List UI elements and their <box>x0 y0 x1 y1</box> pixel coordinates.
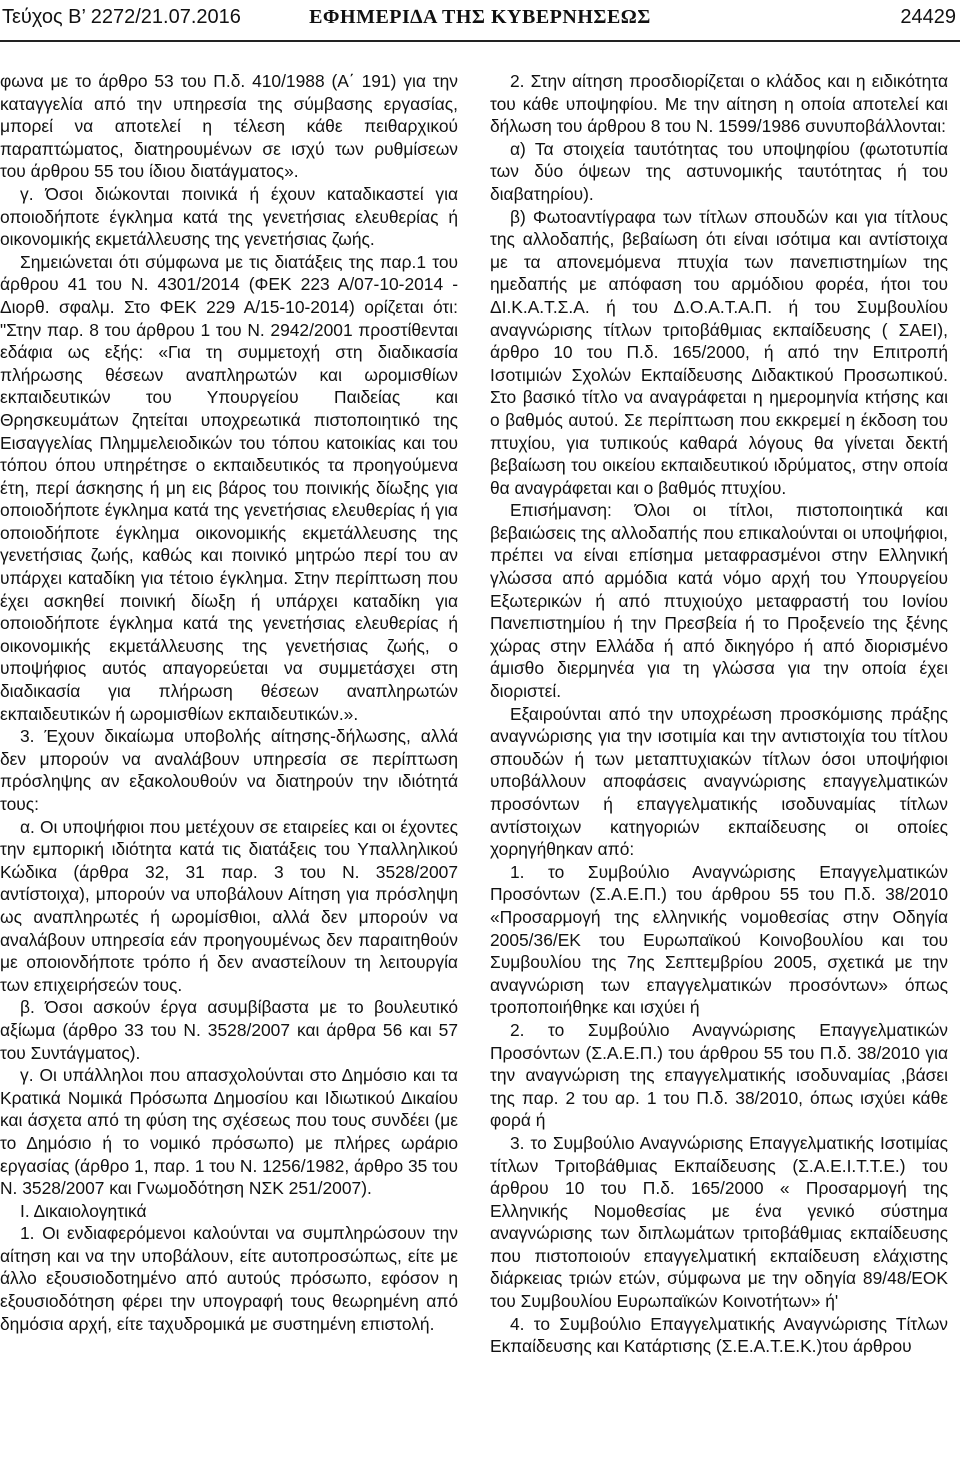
paragraph: 2. το Συμβούλιο Αναγνώρισης Επαγγελματικών Προσόντων (Σ.Α.Ε.Π.) του άρθρου 55 του Π.δ. 38/2010 για την αναγνώριση της επαγγελματικής ισοδυναμίας ,βάσει της παρ. 2 του αρ. 1 του Π.δ. 38/2010, όπως ισχύει κάθε φορά ή <box>490 1019 948 1131</box>
paragraph: 2. Στην αίτηση προσδιορίζεται ο κλάδος και η ειδικότητα του κάθε υποψηφίου. Με την αίτηση η οποία αποτελεί και δήλωση του άρθρου 8 του Ν. 1599/1986 συνυποβάλλονται: <box>490 71 948 137</box>
paragraph: 1. Οι ενδιαφερόμενοι καλούνται να συμπληρώσουν την αίτηση και να την υποβάλουν, είτε αυτοπροσώπως, είτε με άλλο εξουσιοδοτημένο από αυτούς πρόσωπο, εφόσον η εξουσιοδότηση φέρει την υπογραφή τους θεωρημένη από δημόσια αρχή, είτε ταχυδρομικά με συστημένη επιστολή. <box>0 1223 458 1334</box>
paragraph: 3. Έχουν δικαίωμα υποβολής αίτησης-δήλωσης, αλλά δεν μπορούν να αναλάβουν υπηρεσία σε περίπτωση πρόσληψης αν εξακολουθούν να διατηρούν την ιδιότητά τους: <box>0 726 458 814</box>
paragraph: β) Φωτοαντίγραφα των τίτλων σπουδών και για τίτλους της αλλοδαπής, βεβαίωση ότι είναι ισότιμα και αντίστοιχα με τα απονεμόμενα πτυχία των πανεπιστημίων της ημεδαπής με απόφαση του αρμόδιου φορέα, ήτοι του ΔΙ.Κ.Α.Τ.Σ.Α. ή του Δ.Ο.Α.Τ.Α.Π. ή του Συμβουλίου αναγνώρισης τίτλων τριτοβάθμιας εκπαίδευσης ( ΣΑΕΙ), άρθρο 10 του Π.δ. 165/2000, ή από την Επιτροπή Ισοτιμιών Σχολών Εκπαίδευσης Διδακτικού Προσωπικού. Στο βασικό τίτλο να αναγράφεται η ημερομηνία κτήσης και ο βαθμός αυτού. Σε περίπτωση που εκκρεμεί η έκδοση του πτυχίου, για τυπικούς καθαρά λόγους θα γίνεται δεκτή βεβαίωση του οικείου εκπαιδευτικού ιδρύματος, στην οποία θα αναγράφεται και ο βαθμός πτυχίου. <box>490 206 948 498</box>
paragraph: Εξαιρούνται από την υποχρέωση προσκόμισης πράξης αναγνώρισης για την ισοτιμία και την αντιστοιχία του τίτλου σπουδών ή των μεταπτυχιακών τίτλων όσοι υποψήφιοι υποβάλλουν αποφάσεις αναγνώρισης επαγγελματικών προσόντων ή επαγγελματικής ισοδυναμίας τίτλων αντίστοιχων κατηγοριών εκπαίδευσης οι οποίες χορηγήθηκαν από: <box>490 703 948 860</box>
paragraph: γ. Όσοι διώκονται ποινικά ή έχουν καταδικαστεί για οποιοδήποτε έγκλημα κατά της γενετήσιας ελευθερίας ή οικονομικής εκμετάλλευσης της γενετήσιας ζωής. <box>0 183 458 250</box>
left-column <box>0 70 458 1335</box>
paragraph: 3. το Συμβούλιο Αναγνώρισης Επαγγελματικής Ισοτιμίας τίτλων Τριτοβάθμιας Εκπαίδευσης (Σ.Α.Ε.Ι.Τ.Τ.Ε.) του άρθρου 10 του Π.δ. 165/2000 « Προσαρμογή της Ελληνικής Νομοθεσίας με ένα γενικό σύστημα αναγνώρισης των διπλωμάτων τριτοβάθμιας εκπαίδευσης που πιστοποιούν επαγγελματική εκπαίδευση ελάχιστης διάρκειας τριών ετών, σύμφωνα με την οδηγία 89/48/ΕΟΚ του Συμβουλίου Ευρωπαϊκών Κοινοτήτων» ή' <box>490 1132 948 1312</box>
paragraph: 1. το Συμβούλιο Αναγνώρισης Επαγγελματικών Προσόντων (Σ.Α.Ε.Π.) του άρθρου 55 του Π.δ. 38/2010 «Προσαρμογή της ελληνικής νομοθεσίας στην Οδηγία 2005/36/ΕΚ του Ευρωπαϊκού Κοινοβουλίου και του Συμβουλίου της 7ης Σεπτεμβρίου 2005, σχετικά με την αναγνώριση των επαγγελματικών προσόντων» όπως τροποποιήθηκε και ισχύει ή <box>490 861 948 1018</box>
issue-label: Τεύχος Β’ 2272/21.07.2016 <box>2 6 241 28</box>
page-header <box>0 0 960 40</box>
paragraph: Επισήμανση: Όλοι οι τίτλοι, πιστοποιητικά και βεβαιώσεις της αλλοδαπής που επικαλούνται οι υποψήφιοι, πρέπει να είναι επίσημα μεταφρασμένοι στην Ελληνική γλώσσα από αρμόδια κατά νόμο αρχή του Υπουργείου Εξωτερικών ή από πτυχιούχο μεταφραστή του Ιονίου Πανεπιστημίου ή την Πρεσβεία ή το Προξενείο της ξένης χώρας στην Ελλάδα ή από δικηγόρο ή από διορισμένο άμισθο διερμηνέα για τη γλώσσα για την οποία έχει διοριστεί. <box>490 500 948 702</box>
paragraph: β. Όσοι ασκούν έργα ασυμβίβαστα με το βουλευτικό αξίωμα (άρθρο 33 του Ν. 3528/2007 και άρθρα 56 και 57 του Συντάγματος). <box>0 997 458 1063</box>
paragraph: Σημειώνεται ότι σύμφωνα με τις διατάξεις της παρ.1 του άρθρου 41 του Ν. 4301/2014 (ΦΕΚ 223 Α/07-10-2014 - Διορθ. σφαλμ. Στο ΦΕΚ 229 Α/15-10-2014) ορίζεται ότι: "Στην παρ. 8 του άρθρου 1 του Ν. 2942/2001 προστίθενται εδάφια ως εξής: «Για τη συμμετοχή στη διαδικασία πλήρωσης θέσεων αναπληρωτών και ωρομισθίων εκπαιδευτικών του Υπουργείου Παιδείας και Θρησκευμάτων ζητείται υποχρεωτικά πιστοποιητικό της Εισαγγελίας Πλημμελειοδικών του τόπου κατοικίας και του τόπου όπου υπηρέτησε ο εκπαιδευτικός τα προηγούμενα έτη, περί άσκησης ή μη εις βάρος του ποινικής δίωξης για οποιοδήποτε έγκλημα κατά της γενετήσιας ελευθερίας ή για οποιοδήποτε έγκλημα οικονομικής εκμετάλλευσης της γενετήσιας ζωής, καθώς και ποινικό μητρώο περί του αν υπάρχει καταδίκη για τέτοιο έγκλημα. Στην περίπτωση που έχει ασκηθεί ποινική δίωξη ή υπάρχει καταδίκη για οποιοδήποτε έγκλημα κατά της γενετήσιας ελευθερίας ή οικονομικής εκμετάλλευσης της γενετήσιας ζωής, ο υποψήφιος αυτός απαγορεύεται να συμμετάσχει στη διαδικασία για πλήρωση θέσεων αναπληρωτών εκπαιδευτικών ή ωρομισθίων εκπαιδευτικών.». <box>0 251 458 724</box>
paragraph: γ. Οι υπάλληλοι που απασχολούνται στο Δημόσιο και τα Κρατικά Νομικά Πρόσωπα Δημοσίου και Ιδιωτικού Δικαίου και άσχετα από τη φύση της σχέσεως που τους συνδέει (με το Δημόσιο ή το νομικό πρόσωπο) με πλήρες ωράριο εργασίας (άρθρο 1, παρ. 1 του Ν. 1256/1982, άρθρο 35 του Ν. 3528/2007 και Γνωμοδότηση ΝΣΚ 251/2007). <box>0 1065 458 1199</box>
right-column <box>490 70 948 1358</box>
paragraph: α. Οι υποψήφιοι που μετέχουν σε εταιρείες και οι έχοντες την εμπορική ιδιότητα κατά τις διατάξεις του Υπαλληλικού Κώδικα (άρθρα 32, 31 παρ. 3 του Ν. 3528/2007 αντίστοιχα), μπορούν να υποβάλουν Αίτηση για πρόσληψη ως αναπληρωτές ή ωρομίσθιοι, αλλά δεν μπορούν να αναλάβουν υπηρεσία εάν προηγουμένως δεν παραιτηθούν με οποιονδήποτε τρόπο ή δεν αναστείλουν τη λειτουργία των επιχειρήσεών τους. <box>0 816 458 995</box>
paragraph: 4. το Συμβούλιο Επαγγελματικής Αναγνώρισης Τίτλων Εκπαίδευσης και Κατάρτισης (Σ.Ε.Α.Τ.Ε.Κ.)του άρθρου <box>490 1313 948 1357</box>
gazette-title: ΕΦΗΜΕΡΙ∆Α ΤΗΣ ΚΥΒΕΡΝΗΣΕΩΣ <box>309 6 651 28</box>
paragraph: α) Τα στοιχεία ταυτότητας του υποψηφίου (φωτοτυπία των δύο όψεων της αστυνομικής ταυτότητας ή του διαβατηρίου). <box>490 138 948 204</box>
header-divider <box>0 40 960 42</box>
paragraph: φωνα με το άρθρο 53 του Π.δ. 410/1988 (Α΄ 191) για την καταγγελία από την υπηρεσία της σύμβασης εργασίας, μπορεί να αποτελεί η τέλεση κάθε πειθαρχικού παραπτώματος, διατηρουμένων σε ισχύ των ρυθμίσεων του άρθρου 55 του ίδιου διατάγματος». <box>0 71 458 182</box>
page-number: 24429 <box>900 6 956 28</box>
section-heading: Ι. Δικαιολογητικά <box>20 1200 147 1221</box>
